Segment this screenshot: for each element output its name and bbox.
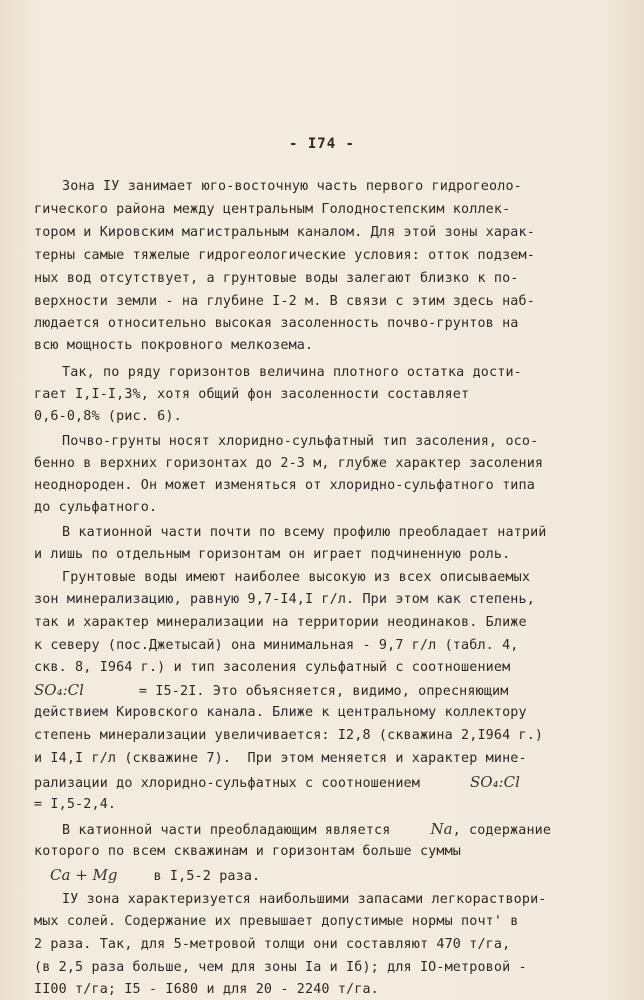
text-segment: II00 т/га; I5 - I680 и для 20 - 2240 т/га. bbox=[34, 982, 379, 997]
text-line bbox=[34, 683, 508, 698]
text-line bbox=[34, 639, 519, 652]
text-line bbox=[34, 938, 510, 951]
text-segment: скв. 8, I964 г.) и тип засоления сульфатный с соотношением bbox=[34, 660, 511, 675]
text-line bbox=[34, 593, 535, 606]
text-segment: верхности земли - на глубине I-2 м. В связи с этим здесь наб- bbox=[34, 294, 535, 309]
text-line bbox=[62, 571, 530, 584]
text-segment: 2 раза. Так, для 5-метровой толщи они составляют 470 т/га, bbox=[34, 937, 511, 952]
text-segment: Грунтовые воды имеют наиболее высокую из всех описываемых bbox=[62, 570, 531, 585]
text-segment: действием Кировского канала. Ближе к центральному коллектору bbox=[34, 705, 527, 720]
text-line bbox=[34, 410, 182, 423]
text-line bbox=[34, 317, 519, 330]
text-line bbox=[62, 435, 538, 448]
text-line bbox=[34, 706, 527, 719]
text-segment: гического района между центральным Голодностепским коллек- bbox=[34, 202, 511, 217]
text-segment: ных вод отсутствует, а грунтовые воды залегают близко к по- bbox=[34, 271, 519, 286]
text-segment: так и характер минерализации на территории неодинаков. Ближе bbox=[34, 615, 527, 630]
text-line bbox=[34, 915, 519, 928]
text-segment: IУ зона характеризуется наибольшими запасами легкораствори- bbox=[62, 892, 547, 907]
text-segment: тором и Кировским магистральным каналом. Для этой зоны харак- bbox=[34, 225, 535, 240]
text-line bbox=[62, 180, 522, 193]
text-line bbox=[34, 249, 535, 262]
text-segment: к северу (пос.Джетысай) она минимальная - 9,7 г/л (табл. 4, bbox=[34, 638, 519, 653]
text-segment: в I,5-2 раза. bbox=[153, 869, 261, 884]
text-line bbox=[62, 366, 522, 379]
text-segment: зон минерализацию, равную 9,7-I4,I г/л. При этом как степень, bbox=[34, 592, 535, 607]
text-segment: = I,5-2,4. bbox=[34, 797, 117, 812]
text-line bbox=[34, 226, 535, 239]
text-line bbox=[34, 983, 379, 996]
text-segment: , содержание bbox=[452, 823, 552, 838]
text-line bbox=[34, 845, 461, 858]
text-segment: мых солей. Содержание их превышает допустимые нормы почт' в bbox=[34, 914, 519, 929]
handwritten-formula: Ca + Mg bbox=[50, 866, 118, 884]
text-segment: = I5-2I. Это объясняется, видимо, опресняющим bbox=[138, 684, 509, 699]
handwritten-formula: SO₄:Cl bbox=[34, 681, 84, 699]
text-line bbox=[62, 526, 547, 539]
text-line bbox=[34, 798, 116, 811]
text-segment: неоднороден. Он может изменяться от хлоридно-сульфатного типа bbox=[34, 478, 535, 493]
text-segment: терны самые тяжелые гидрогеологические условия: отток подзем- bbox=[34, 248, 535, 263]
text-line bbox=[62, 893, 547, 906]
text-segment: В катионной части почти по всему профилю преобладает натрий bbox=[62, 525, 547, 540]
text-segment: В катионной части преобладающим является bbox=[62, 823, 391, 838]
text-line bbox=[34, 752, 527, 765]
text-line bbox=[34, 457, 543, 470]
text-line bbox=[34, 203, 510, 216]
text-line bbox=[50, 868, 260, 883]
text-segment: Так, по ряду горизонтов величина плотного остатка дости- bbox=[62, 365, 522, 380]
text-segment: (в 2,5 раза больше, чем для зоны Iа и Iб); для IO-метровой - bbox=[34, 960, 527, 975]
text-line bbox=[34, 501, 157, 514]
text-segment: гает I,I-I,3%, хотя общий фон засоленности составляет bbox=[34, 387, 470, 402]
text-line bbox=[34, 479, 535, 492]
page-number: - I74 - bbox=[288, 136, 355, 152]
text-line bbox=[34, 616, 527, 629]
text-line bbox=[34, 661, 510, 674]
handwritten-formula: SO₄:Cl bbox=[469, 773, 520, 791]
text-segment: 0,6-0,8% (рис. 6). bbox=[34, 409, 182, 424]
text-segment: рализации до хлоридно-сульфатных с соотношением bbox=[34, 776, 420, 791]
text-line bbox=[34, 388, 469, 401]
text-line bbox=[34, 775, 520, 790]
text-line bbox=[34, 295, 535, 308]
text-line bbox=[34, 272, 519, 285]
text-line bbox=[34, 729, 543, 742]
text-segment: которого по всем скважинам и горизонтам больше суммы bbox=[34, 844, 462, 859]
text-segment: бенно в верхних горизонтах до 2-3 м, глубже характер засоления bbox=[34, 456, 544, 471]
text-line bbox=[34, 339, 313, 352]
handwritten-formula: Na bbox=[430, 820, 453, 838]
text-line bbox=[34, 548, 510, 561]
text-segment: и лишь по отдельным горизонтам он играет подчиненную роль. bbox=[34, 547, 511, 562]
text-segment: и I4,I г/л (скважине 7). При этом меняется и характер мине- bbox=[34, 751, 527, 766]
text-segment: Зона IУ занимает юго-восточную часть первого гидрогеоло- bbox=[62, 179, 522, 194]
text-segment: до сульфатного. bbox=[34, 500, 158, 515]
text-segment: всю мощность покровного мелкозема. bbox=[34, 338, 314, 353]
text-segment: степень минерализации увеличивается: I2,8 (скважина 2,I964 г.) bbox=[34, 728, 544, 743]
text-line bbox=[62, 822, 551, 837]
text-segment: Почво-грунты носят хлоридно-сульфатный тип засоления, осо- bbox=[62, 434, 539, 449]
text-segment: людается относительно высокая засоленность почво-грунтов на bbox=[34, 316, 519, 331]
text-line bbox=[34, 961, 527, 974]
